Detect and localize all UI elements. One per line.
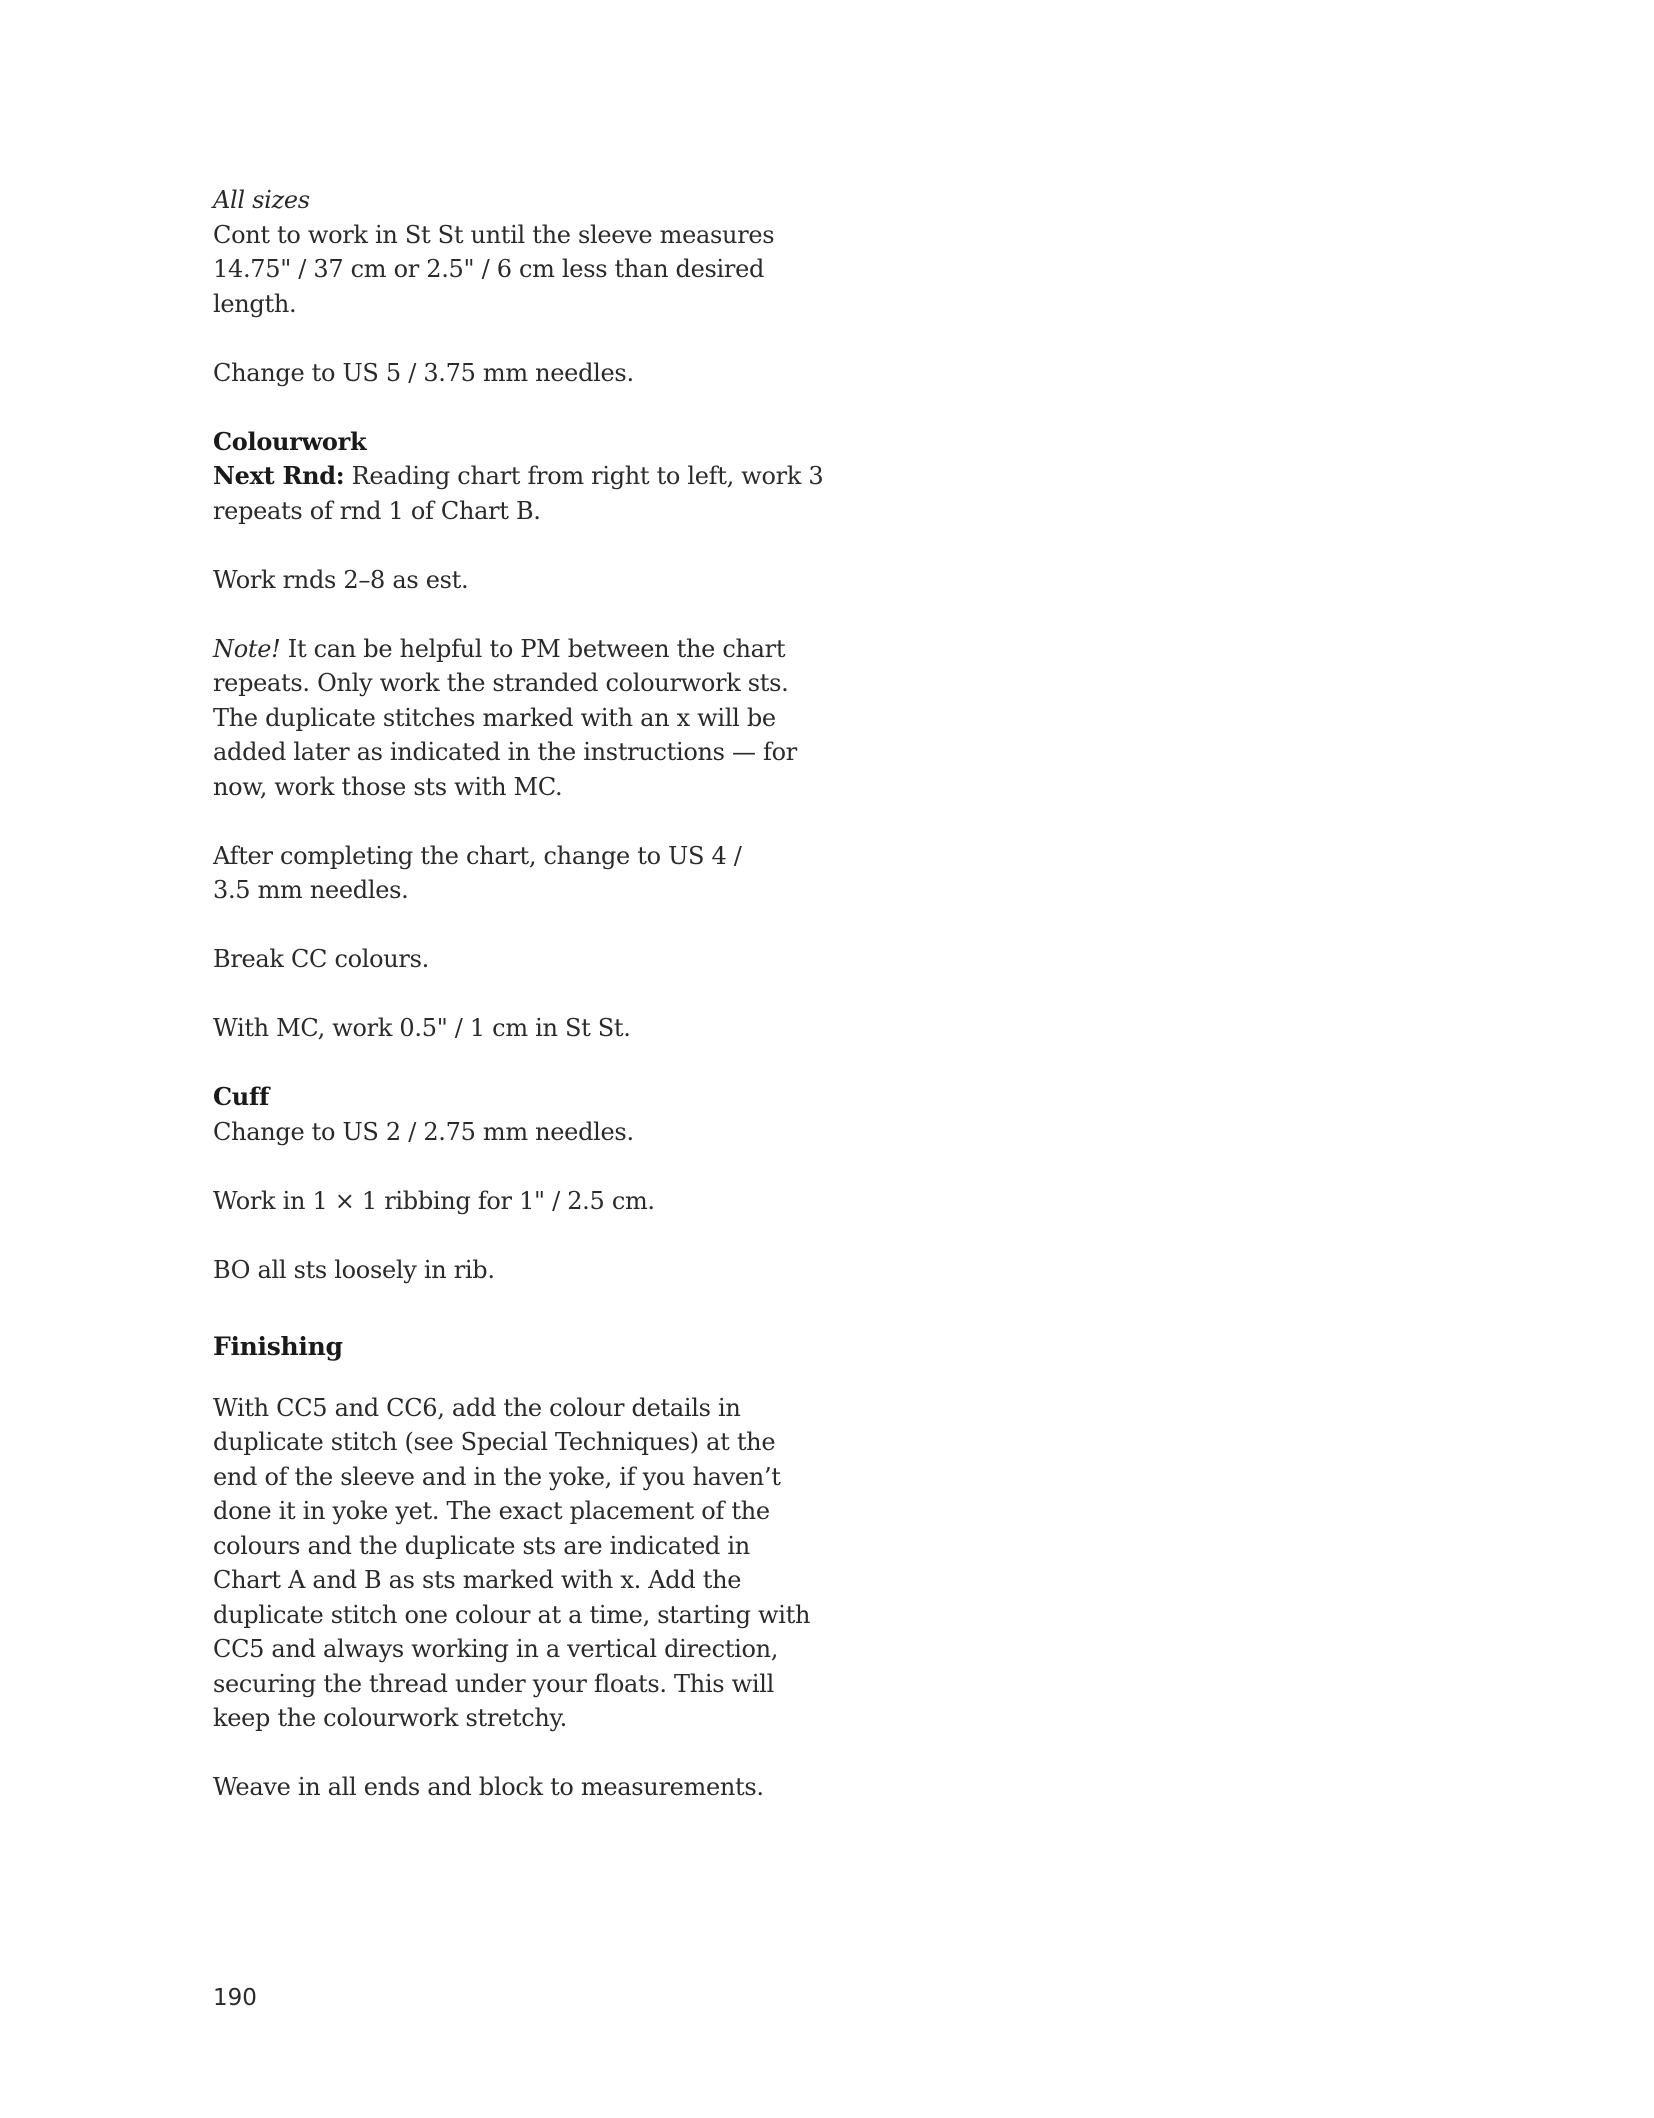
- text-line: Chart A and B as sts marked with x. Add the: [213, 1566, 742, 1594]
- text-line: colours and the duplicate sts are indicated in: [213, 1531, 750, 1560]
- text-line: now, work those sts with MC.: [213, 772, 563, 801]
- finishing-paragraph: [213, 1391, 811, 1736]
- text-line: [213, 632, 786, 667]
- sizes-label: All sizes: [213, 186, 310, 214]
- ribbing-paragraph: Work in 1 × 1 ribbing for 1" / 2.5 cm.: [213, 1186, 655, 1215]
- text-line: [213, 459, 824, 494]
- text-column: [213, 183, 824, 1805]
- note-paragraph: [213, 632, 797, 805]
- text-line: CC5 and always working in a vertical direction,: [213, 1635, 779, 1663]
- text-line: duplicate stitch one colour at a time, starting with: [213, 1600, 811, 1629]
- work-rnds-paragraph: Work rnds 2–8 as est.: [213, 565, 469, 594]
- text-line: 14.75" / 37 cm or 2.5" / 6 cm less than desired: [213, 255, 765, 283]
- finishing-heading: Finishing: [213, 1332, 343, 1361]
- text-line: After completing the chart, change to US 4 /: [213, 841, 742, 870]
- page-number: 190: [213, 1985, 257, 2011]
- needle-change-paragraph: Change to US 5 / 3.75 mm needles.: [213, 358, 634, 387]
- text-line: end of the sleeve and in the yoke, if you haven’t: [213, 1462, 781, 1491]
- bind-off-paragraph: BO all sts loosely in rib.: [213, 1255, 495, 1284]
- break-cc-paragraph: Break CC colours.: [213, 945, 429, 973]
- text-line: repeats of rnd 1 of Chart B.: [213, 496, 541, 525]
- note-text: It can be helpful to PM between the chart: [280, 634, 786, 663]
- text-line: repeats. Only work the stranded colourwork sts.: [213, 669, 789, 697]
- cuff-needle-paragraph: Change to US 2 / 2.75 mm needles.: [213, 1117, 634, 1146]
- text-line: done it in yoke yet. The exact placement of the: [213, 1497, 770, 1525]
- text-line: With CC5 and CC6, add the colour details in: [213, 1393, 741, 1422]
- text-line: 3.5 mm needles.: [213, 876, 409, 904]
- next-rnd-paragraph: [213, 459, 824, 528]
- colourwork-heading: Colourwork: [213, 426, 367, 456]
- st-st-paragraph: [213, 218, 773, 322]
- after-chart-paragraph: [213, 839, 773, 908]
- with-mc-paragraph: With MC, work 0.5" / 1 cm in St St.: [213, 1014, 631, 1042]
- text-line: Cont to work in St St until the sleeve measures: [213, 220, 775, 249]
- text-line: duplicate stitch (see Special Techniques) at the: [213, 1428, 776, 1456]
- cuff-heading: Cuff: [213, 1082, 269, 1111]
- text-line: keep the colourwork stretchy.: [213, 1704, 567, 1732]
- note-label: Note!: [213, 634, 281, 663]
- next-rnd-label: Next Rnd:: [213, 461, 345, 490]
- text-line: The duplicate stitches marked with an x will be: [213, 703, 776, 732]
- weave-paragraph: Weave in all ends and block to measurements.: [213, 1773, 764, 1801]
- text-line: securing the thread under your floats. This will: [213, 1669, 774, 1698]
- text-line: length.: [213, 289, 297, 318]
- next-rnd-text: Reading chart from right to left, work 3: [344, 462, 824, 490]
- text-line: added later as indicated in the instructions — for: [213, 738, 797, 766]
